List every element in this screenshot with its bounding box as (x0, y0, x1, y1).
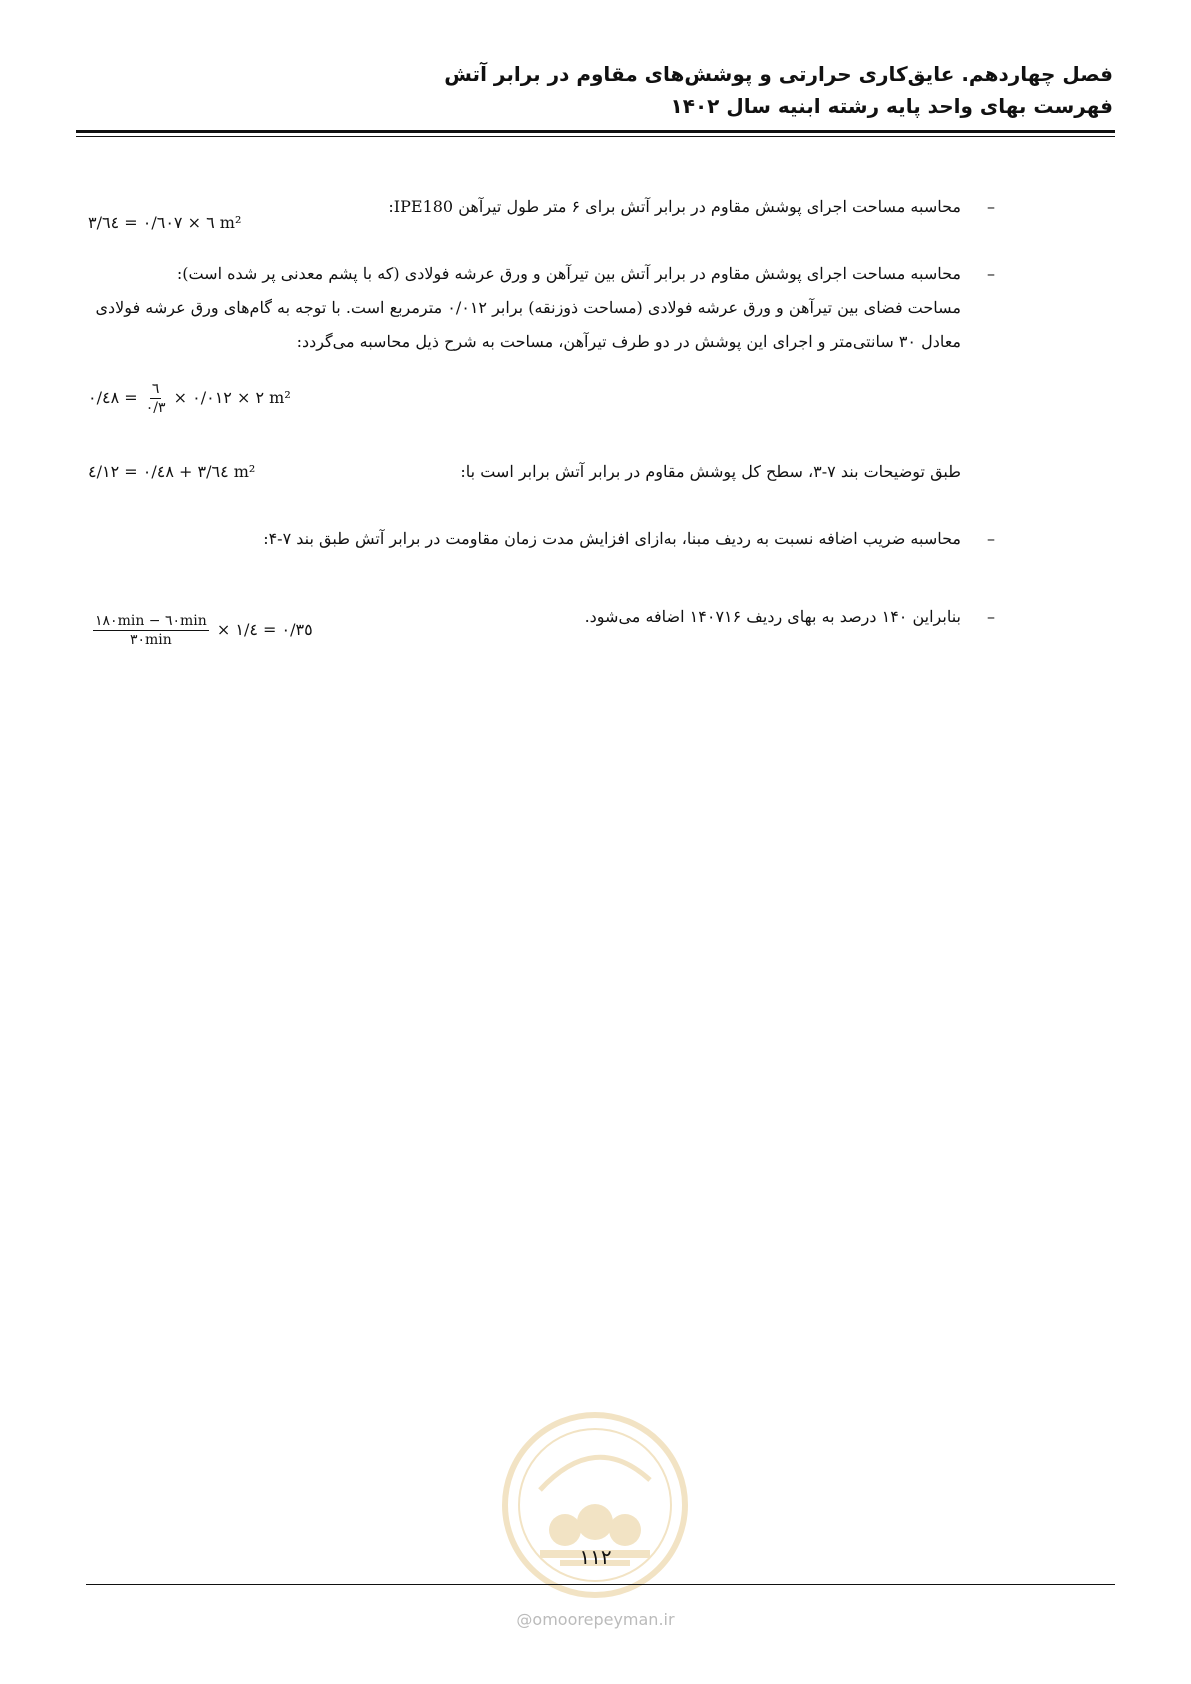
fraction-numerator: ١٨٠min − ٦٠min (95, 613, 207, 629)
list-item-coefficient: – محاسبه ضریب اضافه نسبت به ردیف مبنا، به‌ازای افزایش مدت زمان مقاومت در برابر آتش طبق بند ۷-۴: (201, 522, 961, 556)
formula-trapezoid-right: = ٠/٤٨ m² (88, 388, 291, 407)
chapter-title: فصل چهاردهم. عایق‌کاری حرارتی و پوشش‌های مقاوم در برابر آتش (444, 62, 1113, 86)
formula-coefficient-right: × ٠/٣٥ = ١/٤ (216, 620, 313, 639)
page-header (444, 58, 1113, 122)
header-divider (76, 130, 1115, 133)
fraction-denominator: ٣٠min (129, 632, 172, 648)
paragraph-trapezoid-area: مساحت فضای بین تیرآهن و ورق عرشه فولادی (مساحت ذوزنقه) برابر ۰/۰۱۲ مترمربع است. با توجه به گام‌های ورق عرشه فولادی معادل ۳۰ سانتی‌متر و اجرای این پوشش در دو طرف تیرآهن، مساحت به شرح ذیل محاسبه می‌گردد: (95, 298, 961, 351)
fraction (146, 380, 166, 417)
fraction-denominator: ٠/٣ (145, 400, 166, 416)
formula-trapezoid-area (88, 380, 291, 417)
formula-trapezoid-left: ٢ × ٠/٠١٢ × (173, 388, 265, 407)
watermark-seal-icon (500, 1410, 690, 1600)
fraction (93, 612, 209, 649)
footer-divider (86, 1584, 1115, 1585)
list-item-ipe-area: – محاسبه مساحت اجرای پوشش مقاوم در برابر آتش برای ۶ متر طول تیرآهن IPE180: (241, 190, 961, 224)
document-title: فهرست بهای واحد پایه رشته ابنیه سال ۱۴۰۲ (670, 94, 1113, 118)
formula-coefficient (90, 612, 313, 649)
formula-total-area: ٣/٦٤ + ٠/٤٨ = ٤/١٢ m² (88, 462, 256, 481)
header-divider-thin (76, 136, 1115, 137)
fraction-numerator: ٦ (151, 381, 160, 397)
list-item-between-beam-deck: – محاسبه مساحت اجرای پوشش مقاوم در برابر آتش بین تیرآهن و ورق عرشه فولادی (که با پشم معدنی پر شده است): (61, 257, 961, 291)
list-item-conclusion: – بنابراین ۱۴۰ درصد به بهای ردیف ۱۴۰۷۱۶ اضافه می‌شود. (361, 600, 961, 634)
formula-ipe-area: ٦ × ٠/٦٠٧ = ٣/٦٤ m² (88, 213, 242, 232)
website-watermark: @omoorepeyman.ir (516, 1610, 675, 1629)
paragraph-total-area: طبق توضیحات بند ۷-۳، سطح کل پوشش مقاوم در برابر آتش برابر است با: (460, 462, 961, 481)
page-number: ۱۱۲ (579, 1545, 612, 1569)
